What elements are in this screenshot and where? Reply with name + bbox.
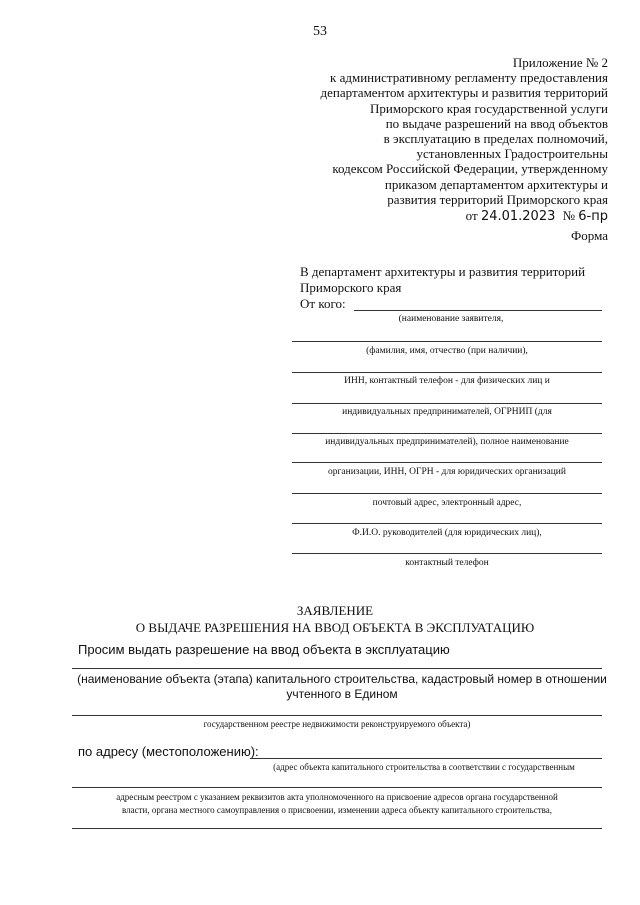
applicant-input-line[interactable] (292, 493, 602, 494)
appendix-line: по выдаче разрешений на ввод объектов (385, 115, 608, 131)
appendix-line: Приморского края государственной услуги (369, 100, 608, 116)
page-number: 53 (313, 24, 327, 39)
applicant-input-line[interactable] (292, 523, 602, 524)
applicant-input-line[interactable] (292, 403, 602, 404)
from-label: От кого: (300, 296, 346, 311)
applicant-input-line[interactable] (292, 462, 602, 463)
applicant-caption-6: организации, ИНН, ОГРН - для юридических организаций (328, 467, 566, 477)
applicant-input-line[interactable] (354, 310, 602, 311)
address-label: по адресу (местоположению): (78, 744, 259, 759)
appendix-header (208, 55, 608, 243)
address-caption-2: адресным реестром с указанием реквизитов акта уполномоченного на присвоение адресов органа государственной (116, 792, 558, 802)
appendix-line: развития территорий Приморского края (387, 191, 608, 207)
applicant-caption-9: контактный телефон (405, 558, 489, 568)
object-input-line[interactable] (72, 668, 602, 669)
applicant-input-line[interactable] (292, 553, 602, 554)
statement-title: ЗАЯВЛЕНИЕ (296, 603, 374, 618)
order-number-sign: № (562, 208, 576, 224)
applicant-caption-3: ИНН, контактный телефон - для физических лиц и (344, 376, 550, 386)
registry-caption: государственном реестре недвижимости реконструируемого объекта) (203, 719, 471, 729)
appendix-line: к административному регламенту предоставления (330, 70, 608, 86)
address-caption: (адрес объекта капитального строительства в соответствии с государственным (273, 762, 575, 772)
address-input-line-3[interactable] (72, 828, 602, 829)
order-line (208, 208, 608, 224)
address-caption-3: власти, органа местного самоуправления о присвоении, изменении адреса объекту капитального строительства, (121, 805, 553, 815)
applicant-caption-5: индивидуальных предпринимателей), полное наименование (325, 437, 569, 447)
addressee-line-2: Приморского края (300, 280, 402, 295)
applicant-input-line[interactable] (292, 433, 602, 434)
applicant-caption-2: (фамилия, имя, отчество (при наличии), (366, 346, 528, 356)
order-number: 6-пр (578, 209, 608, 225)
appendix-line: приказом департаментом архитектуры и (384, 176, 608, 192)
appendix-line: в эксплуатацию в пределах полномочий, (383, 131, 608, 147)
order-prefix: от (465, 208, 478, 224)
appendix-line: департаментом архитектуры и развития территорий (320, 85, 608, 101)
addressee-line-1: В департамент архитектуры и развития территорий (300, 264, 586, 279)
order-date: 24.01.2023 (480, 209, 556, 225)
address-input-line[interactable] (250, 758, 602, 759)
object-caption-line-1: (наименование объекта (этапа) капитального строительства, кадастровый номер в отношении (77, 672, 607, 686)
appendix-title: Приложение № 2 (512, 55, 608, 70)
form-label: Форма (571, 228, 608, 244)
applicant-caption-1: (наименование заявителя, (398, 314, 504, 324)
object-caption-line-2: учтенного в Едином (286, 687, 398, 701)
address-input-line-2[interactable] (72, 787, 602, 788)
request-text: Просим выдать разрешение на ввод объекта в эксплуатацию (78, 642, 450, 657)
appendix-line: установленных Градостроительны (416, 146, 608, 162)
applicant-input-line[interactable] (292, 372, 602, 373)
applicant-caption-7: почтовый адрес, электронный адрес, (372, 498, 522, 508)
object-caption (72, 672, 612, 702)
applicant-caption-8: Ф.И.О. руководителей (для юридических лиц), (352, 528, 542, 538)
appendix-line: кодексом Российской Федерации, утвержденному (332, 161, 608, 177)
applicant-caption-4: индивидуальных предпринимателей, ОГРНИП (для (342, 407, 552, 417)
statement-subtitle: О ВЫДАЧЕ РАЗРЕШЕНИЯ НА ВВОД ОБЪЕКТА В ЭКСПЛУАТАЦИЮ (135, 620, 535, 635)
object-input-line-2[interactable] (72, 715, 602, 716)
applicant-input-line[interactable] (292, 341, 602, 342)
